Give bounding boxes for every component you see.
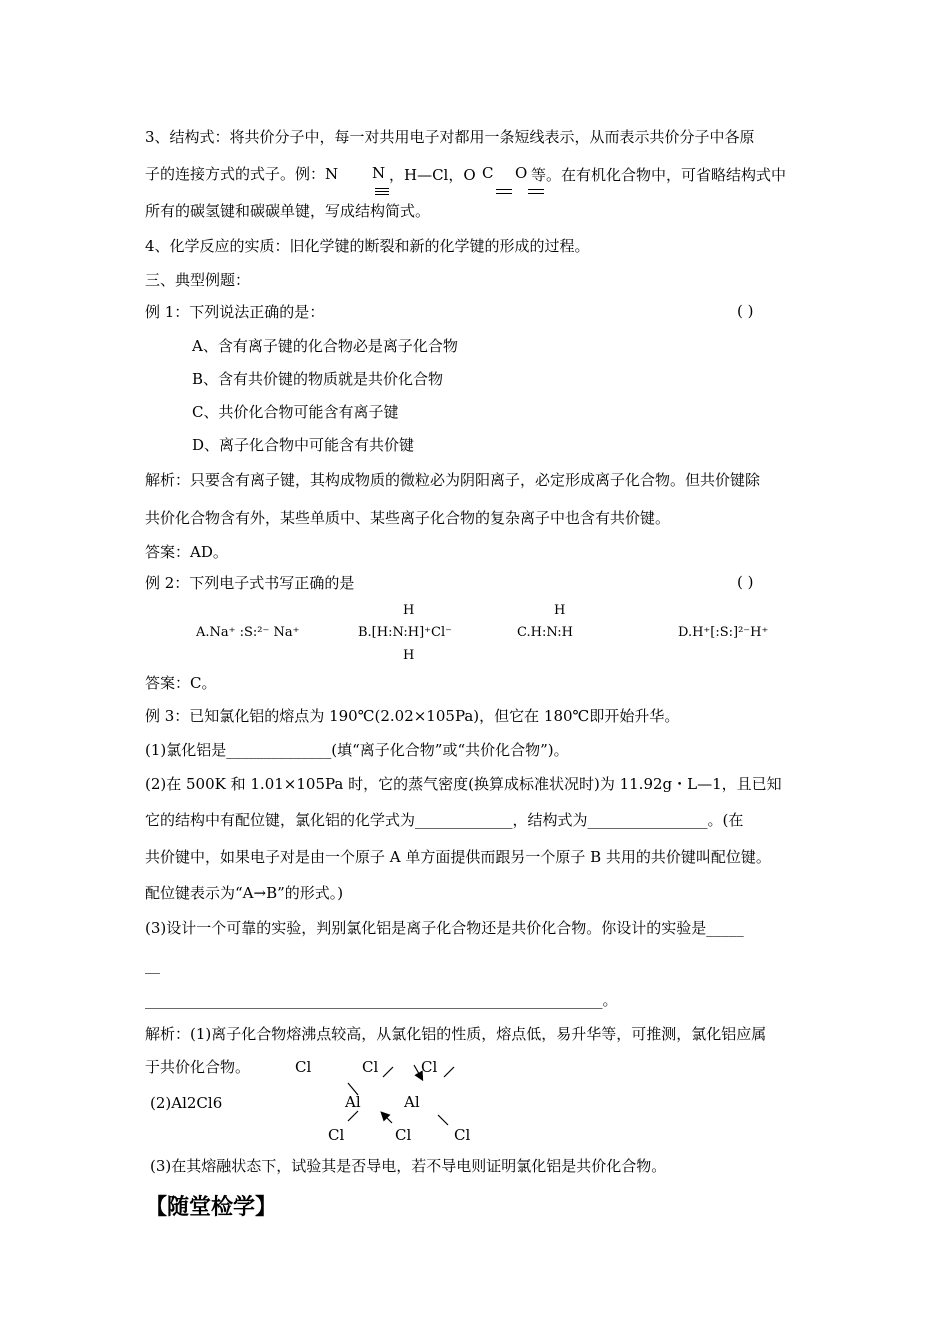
part-2-line-3: 共价键中，如果电子对是由一个原子 A 单方面提供而跟另一个原子 B 共用的共价键叫配位键。 <box>145 848 771 866</box>
triple-bond-mark <box>375 194 389 195</box>
atom-n: N <box>372 164 386 182</box>
atom-cl: Cl <box>454 1126 471 1144</box>
analysis-line-3: (3)在其熔融状态下，试验其是否导电，若不导电则证明氯化铝是共价化合物。 <box>150 1157 667 1175</box>
answer-blank: ( ) <box>737 302 754 320</box>
electron-formula-d: D.H⁺[:S:]²⁻H⁺ <box>678 625 769 640</box>
part-2-line-1: (2)在 500K 和 1.01×105Pa 时，它的蒸气密度(换算成标准状况时)为 11.92g・L—1，且已知 <box>145 775 782 793</box>
atom-cl: Cl <box>421 1058 438 1076</box>
formula-label: (2)Al2Cl6 <box>150 1094 223 1112</box>
answer-blank: ( ) <box>737 573 754 591</box>
bond-line <box>444 1067 454 1077</box>
triple-bond-mark <box>375 191 389 192</box>
option-d: D、离子化合物中可能含有共价键 <box>192 436 415 454</box>
part-3-line-1: (3)设计一个可靠的实验，判别氯化铝是离子化合物还是共价化合物。你设计的实验是_____ <box>145 919 744 937</box>
analysis-line-2: 共价化合物含有外，某些单质中、某些离子化合物的复杂离子中也含有共价键。 <box>145 509 671 527</box>
section-heading: 三、典型例题： <box>145 271 251 289</box>
part-3-line-3: _____________________________________________________________。 <box>145 991 618 1009</box>
bond-line <box>438 1115 448 1125</box>
part-2-line-2: 它的结构中有配位键，氯化铝的化学式为_____________，结构式为________________。(在 <box>145 811 744 829</box>
structural-formula-line-1: 3、结构式：将共价分子中，每一对共用电子对都用一条短线表示，从而表示共价分子中各原 <box>145 128 755 146</box>
analysis-line-1: 解析：只要含有离子键，其构成物质的微粒必为阴阳离子，必定形成离子化合物。但共价键除 <box>145 471 761 489</box>
bond-lines-diagram <box>330 1055 480 1135</box>
double-bond-mark <box>496 193 512 194</box>
text-seg: 等。在有机化合物中，可省略结构式中 <box>531 166 787 184</box>
reaction-essence-line: 4、化学反应的实质：旧化学键的断裂和新的化学键的形成的过程。 <box>145 237 590 255</box>
bond-line <box>348 1111 358 1121</box>
coordinate-bond-arrow <box>414 1065 422 1079</box>
atom-cl: Cl <box>395 1126 412 1144</box>
analysis-line-2: 于共价化合物。 <box>145 1058 251 1076</box>
structural-formula-line-3: 所有的碳氢键和碳碳单键，写成结构简式。 <box>145 202 431 220</box>
electron-formula-a: A.Na⁺ :S:²⁻ Na⁺ <box>196 625 300 640</box>
answer-line: 答案：AD。 <box>145 543 228 561</box>
electron-formula-c: C.H:N:H <box>517 625 573 640</box>
analysis-line-1: 解析：(1)离子化合物熔沸点较高，从氯化铝的性质，熔点低，易升华等，可推测，氯化铝应属 <box>145 1025 767 1043</box>
atom-al: Al <box>345 1093 361 1111</box>
double-bond-mark <box>496 189 512 190</box>
double-bond-mark <box>528 193 544 194</box>
structural-formula-line-2 <box>145 164 338 184</box>
atom-cl: Cl <box>362 1058 379 1076</box>
answer-line: 答案：C。 <box>145 674 217 692</box>
part-3-line-2: __ <box>145 956 160 974</box>
section-title: 【随堂检学】 <box>145 1195 278 1220</box>
text-seg: ，H—Cl，O <box>389 166 476 184</box>
double-bond-mark <box>528 189 544 190</box>
option-b: B、含有共价键的物质就是共价化合物 <box>192 370 444 388</box>
atom-cl: Cl <box>295 1058 312 1076</box>
part-2-line-4: 配位键表示为“A→B”的形式。) <box>145 884 344 902</box>
atom-al: Al <box>404 1093 420 1111</box>
example2-question: 例 2：下列电子式书写正确的是 <box>145 574 355 592</box>
atom-h-top: H <box>403 603 415 618</box>
atom-h-bottom: H <box>403 648 415 663</box>
bond-line <box>383 1067 393 1077</box>
atom-h-top: H <box>554 603 566 618</box>
bond-line <box>348 1083 358 1095</box>
text-seg: 子的连接方式的式子。例：N <box>145 165 339 183</box>
coordinate-bond-arrow <box>382 1113 392 1123</box>
option-a: A、含有离子键的化合物必是离子化合物 <box>192 337 458 355</box>
triple-bond-mark <box>375 188 389 189</box>
atom-cl: Cl <box>328 1126 345 1144</box>
example3-question: 例 3：已知氯化铝的熔点为 190℃(2.02×105Pa)，但它在 180℃即开始升华。 <box>145 707 680 725</box>
example1-question: 例 1：下列说法正确的是： <box>145 303 325 321</box>
electron-formula-b: B.[H:N:H]⁺Cl⁻ <box>358 625 453 640</box>
option-c: C、共价化合物可能含有离子键 <box>192 403 399 421</box>
atom-c: C <box>482 164 494 182</box>
atom-o: O <box>515 164 528 182</box>
part-1: (1)氯化铝是______________(填“离子化合物”或“共价化合物”)。 <box>145 741 569 759</box>
